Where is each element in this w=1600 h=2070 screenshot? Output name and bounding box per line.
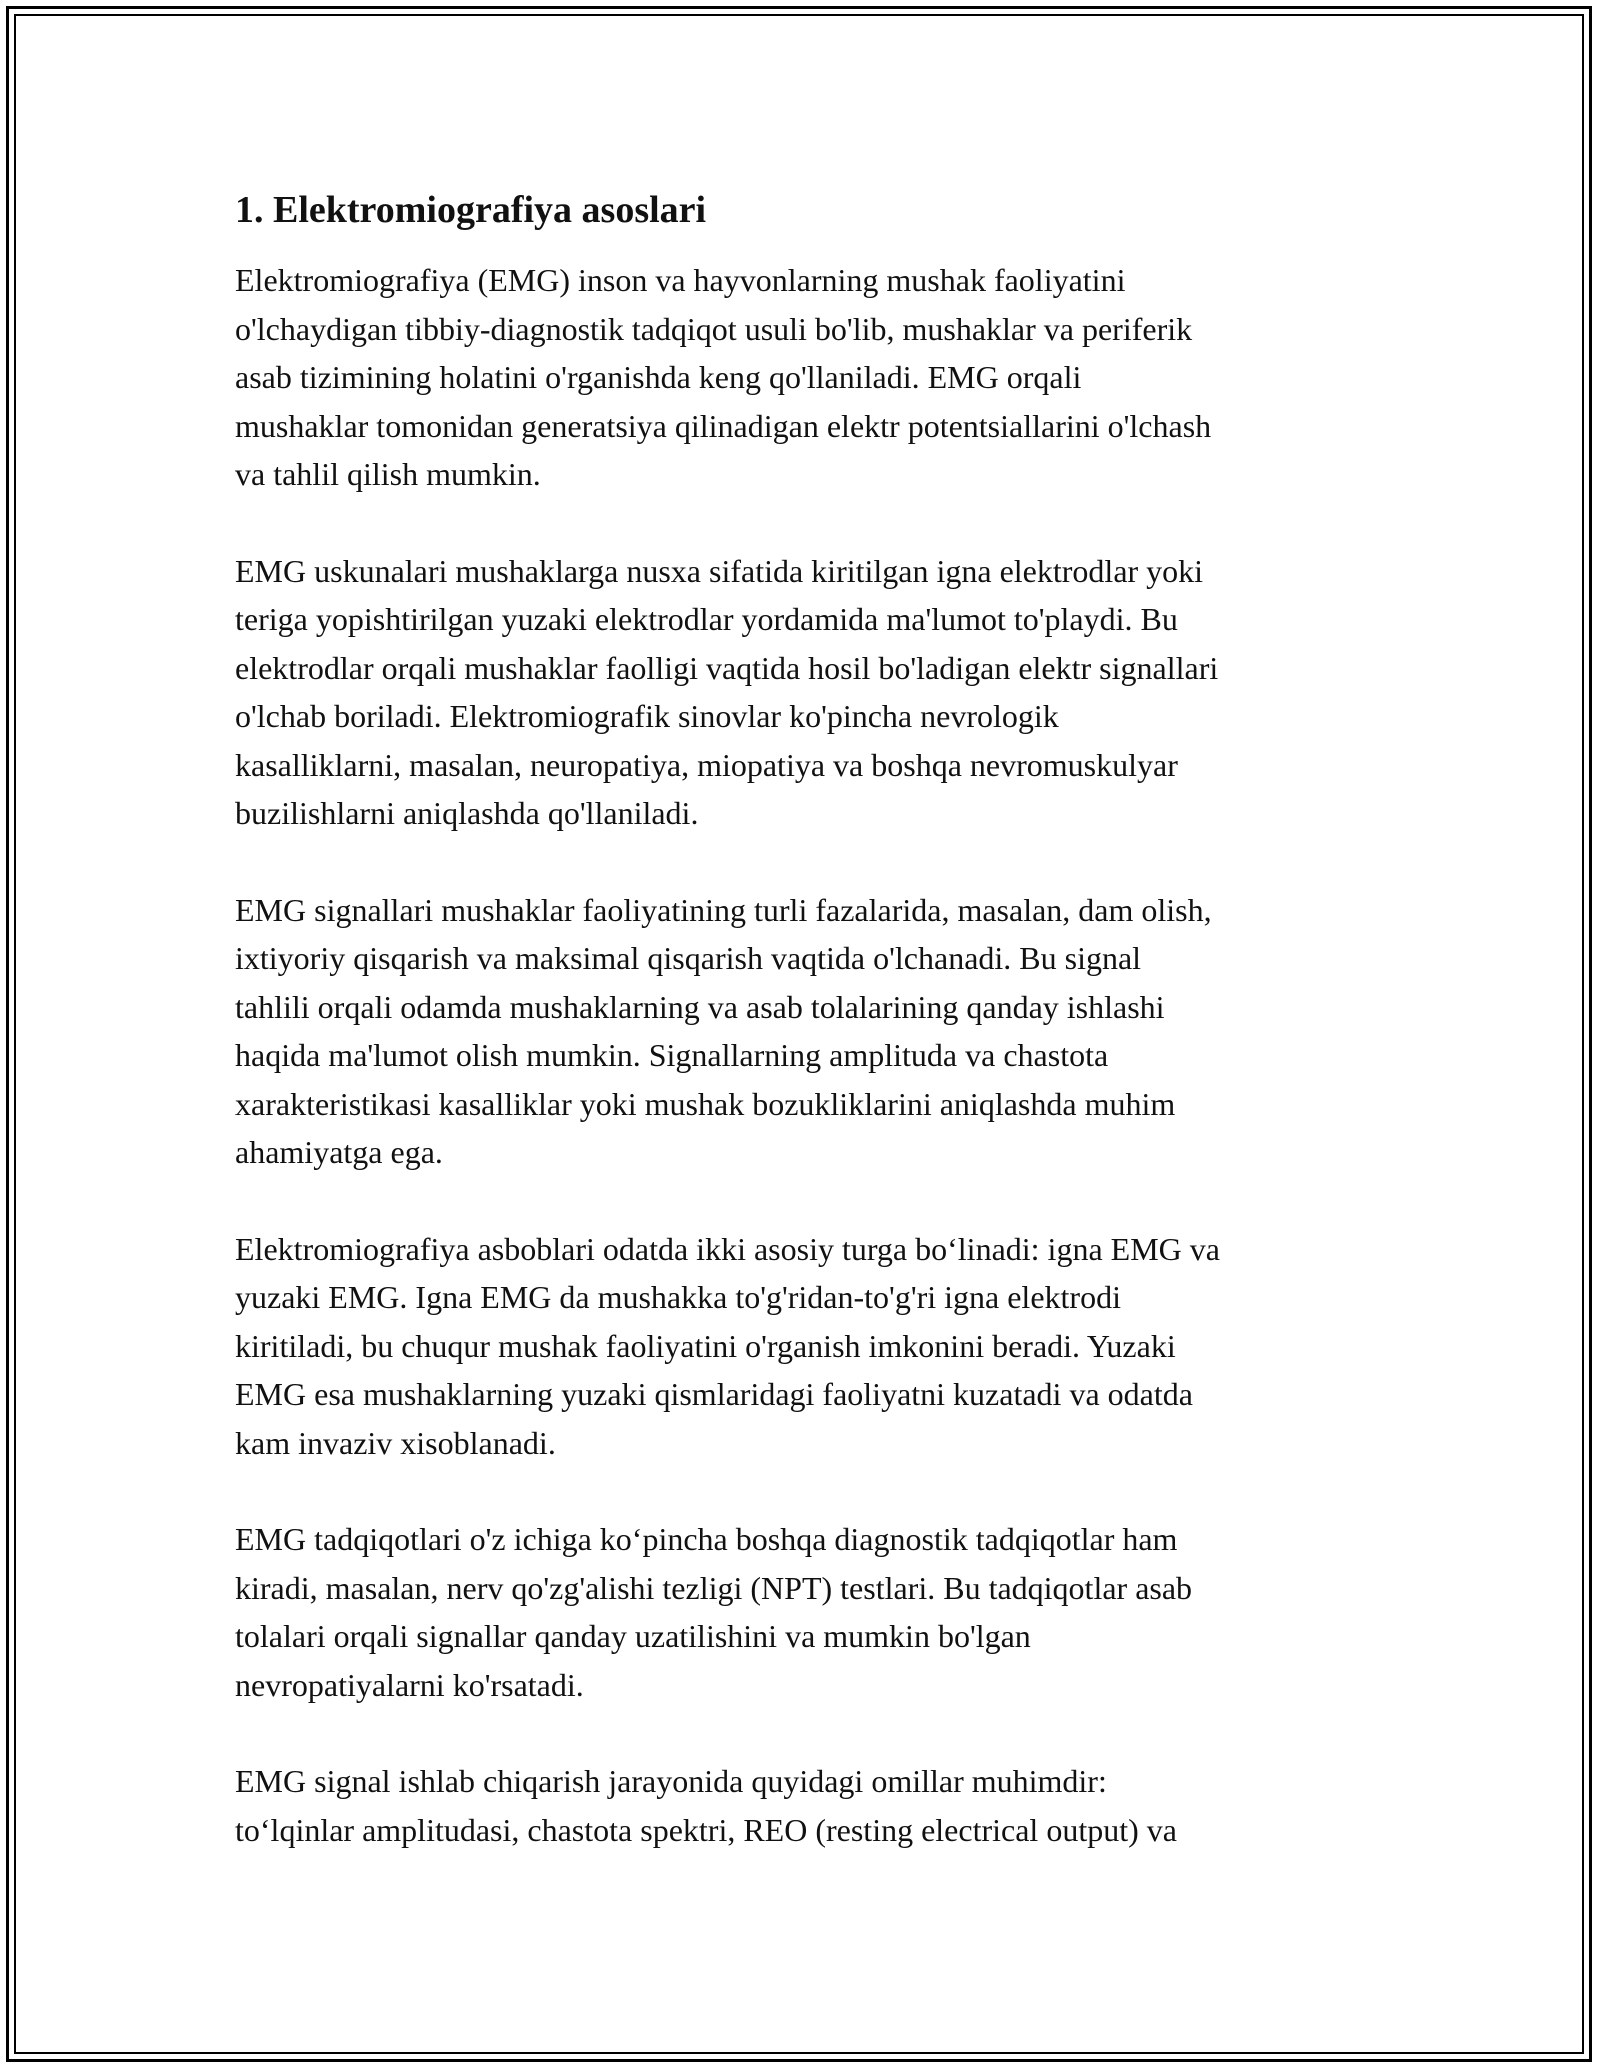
paragraph-line: to‘lqinlar amplitudasi, chastota spektri, REO (resting electrical output) va: [235, 1811, 1177, 1848]
paragraph-5: [235, 1515, 1375, 1709]
paragraph-line: EMG tadqiqotlari o'z ichiga ko‘pincha boshqa diagnostik tadqiqotlar ham: [235, 1521, 1178, 1557]
paragraph-line: EMG uskunalari mushaklarga nusxa sifatida kiritilgan igna elektrodlar yoki: [235, 552, 1204, 589]
paragraph-line: tolalari orqali signallar qanday uzatilishini va mumkin bo'lgan: [235, 1618, 1031, 1654]
paragraph-line: mushaklar tomonidan generatsiya qilinadigan elektr potentsiallarini o'lchash: [235, 407, 1212, 444]
paragraph-line: EMG signal ishlab chiqarish jarayonida quyidagi omillar muhimdir:: [235, 1763, 1107, 1799]
paragraph-line: kiritiladi, bu chuqur mushak faoliyatini o'rganish imkonini beradi. Yuzaki: [235, 1327, 1176, 1364]
paragraph-2: [235, 547, 1375, 838]
paragraph-3: [235, 886, 1375, 1177]
paragraph-line: EMG signallari mushaklar faoliyatining turli fazalarida, masalan, dam olish,: [235, 891, 1212, 928]
paragraph-line: va tahlil qilish mumkin.: [235, 456, 541, 492]
paragraph-line: kam invaziv xisoblanadi.: [235, 1424, 556, 1461]
paragraph-line: ahamiyatga ega.: [235, 1134, 443, 1170]
paragraph-line: o'lchaydigan tibbiy-diagnostik tadqiqot usuli bo'lib, mushaklar va periferik: [235, 310, 1193, 347]
paragraph-line: kiradi, masalan, nerv qo'zg'alishi tezligi (NPT) testlari. Bu tadqiqotlar asab: [235, 1569, 1193, 1606]
paragraph-4: [235, 1225, 1375, 1468]
paragraph-line: o'lchab boriladi. Elektromiografik sinovlar ko'pincha nevrologik: [235, 698, 1059, 734]
paragraph-line: xarakteristikasi kasalliklar yoki mushak bozukliklarini aniqlashda muhim: [235, 1085, 1176, 1122]
paragraph-line: elektrodlar orqali mushaklar faolligi vaqtida hosil bo'ladigan elektr signallari: [235, 649, 1219, 686]
paragraph-line: ixtiyoriy qisqarish va maksimal qisqarish vaqtida o'lchanadi. Bu signal: [235, 940, 1142, 976]
paragraph-line: yuzaki EMG. Igna EMG da mushakka to'g'ridan-to'g'ri igna elektrodi: [235, 1279, 1121, 1315]
paragraph-line: asab tizimining holatini o'rganishda keng qo'llaniladi. EMG orqali: [235, 359, 1082, 395]
paragraph-line: tahlili orqali odamda mushaklarning va asab tolalarining qanday ishlashi: [235, 988, 1165, 1025]
document-body: [235, 186, 1375, 1902]
paragraph-line: buzilishlarni aniqlashda qo'llaniladi.: [235, 795, 699, 831]
paragraph-line: haqida ma'lumot olish mumkin. Signallarning amplituda va chastota: [235, 1037, 1109, 1073]
section-heading: 1. Elektromiografiya asoslari: [235, 189, 707, 231]
paragraph-line: Elektromiografiya asboblari odatda ikki asosiy turga bo‘linadi: igna EMG va: [235, 1230, 1220, 1267]
paragraph-6: [235, 1757, 1375, 1854]
paragraph-line: teriga yopishtirilgan yuzaki elektrodlar yordamida ma'lumot to'playdi. Bu: [235, 601, 1178, 637]
paragraph-1: [235, 256, 1375, 499]
paragraph-line: EMG esa mushaklarning yuzaki qismlaridagi faoliyatni kuzatadi va odatda: [235, 1376, 1193, 1412]
paragraph-line: kasalliklarni, masalan, neuropatiya, miopatiya va boshqa nevromuskulyar: [235, 746, 1178, 783]
paragraph-line: nevropatiyalarni ko'rsatadi.: [235, 1666, 584, 1703]
paragraph-line: Elektromiografiya (EMG) inson va hayvonlarning mushak faoliyatini: [235, 262, 1126, 298]
